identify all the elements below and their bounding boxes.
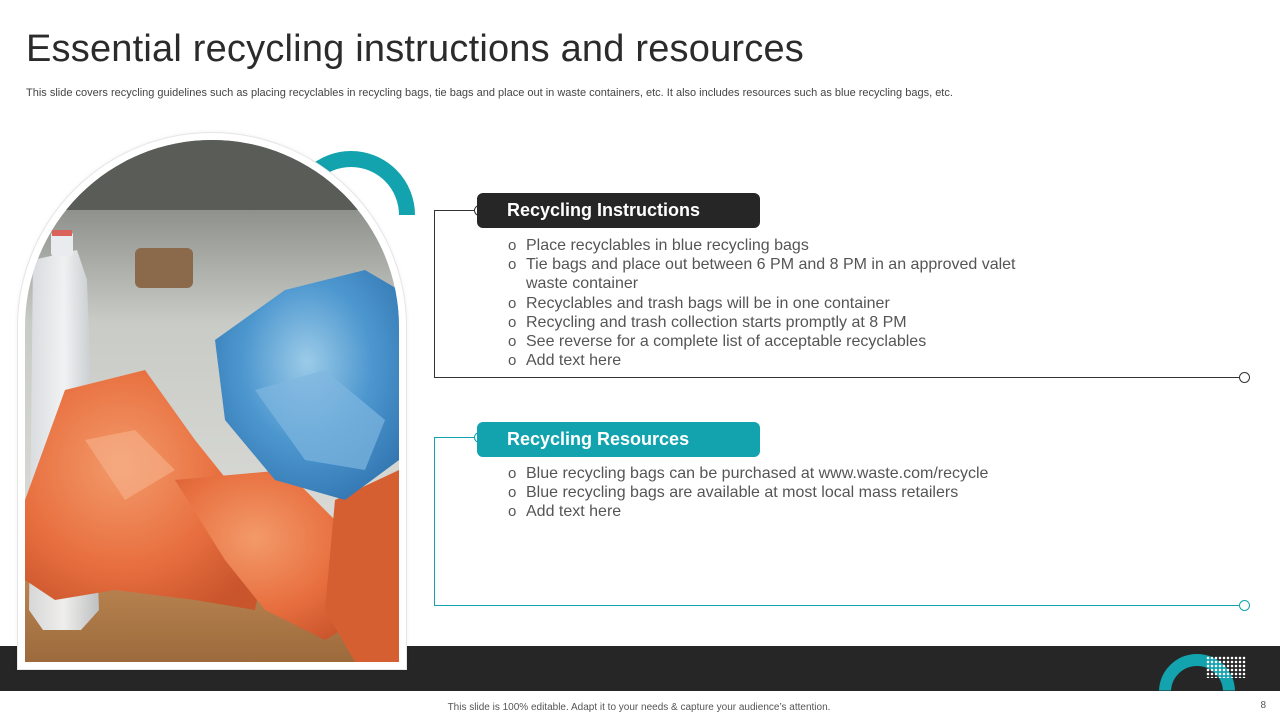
recycling-bags-photo (25, 140, 399, 662)
list-item: o Add text here (508, 502, 1028, 521)
list-item: o See reverse for a complete list of acceptable recyclables (508, 332, 1028, 351)
list-item: o Tie bags and place out between 6 PM and 8 PM in an approved valet waste container (508, 255, 1028, 293)
list-item: o Recycling and trash collection starts promptly at 8 PM (508, 313, 1028, 332)
footer-note-text: This slide is 100% editable. Adapt it to your needs & capture your audience’s attention. (447, 702, 831, 713)
instructions-list (508, 236, 1028, 370)
footer-note (0, 702, 1280, 713)
decorative-dot-grid (1206, 656, 1246, 678)
list-item: o Recyclables and trash bags will be in one container (508, 294, 1028, 313)
slide-subtitle: This slide covers recycling guidelines such as placing recyclables in recycling bags, tie bags and place out in waste containers, etc. It also includes resources such as blue recycling bags, etc. (26, 87, 953, 99)
section-heading-instructions: Recycling Instructions (477, 193, 760, 228)
section-heading-resources: Recycling Resources (477, 422, 760, 457)
page-number: 8 (1260, 700, 1266, 711)
list-item: o Add text here (508, 351, 1028, 370)
list-item: o Blue recycling bags can be purchased at www.waste.com/recycle (508, 464, 1028, 483)
slide-title: Essential recycling instructions and resources (26, 28, 804, 70)
photo-frame (17, 132, 407, 670)
list-item: o Place recyclables in blue recycling bags (508, 236, 1028, 255)
resources-list (508, 464, 1028, 522)
connector-node-resources-end (1239, 600, 1250, 611)
connector-node-instructions-end (1239, 372, 1250, 383)
list-item: o Blue recycling bags are available at most local mass retailers (508, 483, 1028, 502)
